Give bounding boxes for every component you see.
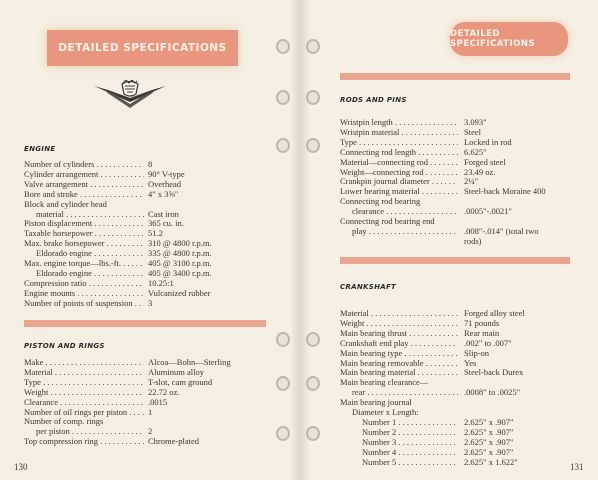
spec-label: Main bearing journal [340,398,412,408]
spec-row [340,378,585,388]
spec-value: .008"-.014" (total two [464,225,539,236]
spec-value: Steel [464,126,481,137]
spec-label: Weight—connecting rod . . . [340,168,458,178]
spec-value: 1 [148,406,153,417]
spec-value: Forged steel [464,156,506,167]
section-divider [340,257,570,264]
spec-row [340,329,585,339]
spec-value: Cast iron [148,208,179,219]
spec-value: 22.72 oz. [148,386,180,397]
spec-label: Valve arrangement . . . [24,180,144,190]
engine-heading: ENGINE [24,145,56,153]
spec-row [24,299,274,309]
spec-label: Lower bearing material . . . [340,187,458,197]
binder-hole-icon [306,138,320,153]
spec-label: Main bearing type . . . [340,349,458,359]
right-page [300,0,598,480]
spec-row [340,388,585,398]
spec-value: 2.625" x .907" [464,416,514,427]
spec-row [340,309,585,319]
spec-label: per piston . . . [24,427,144,437]
spec-value: Vulcanized rubber [148,287,211,298]
spec-row [340,438,585,448]
spec-value: Forged alloy steel [464,308,525,318]
spec-value: 71 pounds [464,317,500,328]
spec-row [24,408,274,418]
spec-value: 10.25:1 [148,277,174,288]
spec-label: Number of cylinders . . . [24,160,144,170]
spec-label: Max. brake horsepower . . . [24,239,144,249]
spec-label: Cylinder arrangement . . . [24,170,144,180]
spec-value: Alcoa—Bohn—Sterling [148,357,231,367]
spec-label: Number of oil rings per piston . . . [24,408,144,418]
spec-label: play . . . [340,227,458,237]
rods-heading: RODS AND PINS [340,96,407,104]
spec-label: Connecting rod bearing [340,197,421,207]
spec-row [340,197,585,207]
section-divider [24,320,266,327]
binder-hole-icon [276,90,290,105]
cadillac-crest-icon [92,80,168,112]
spec-label: Connecting rod length . . . [340,148,458,158]
spec-label: material . . . [24,210,144,220]
spec-label: Eldorado engine . . . [24,249,144,259]
spec-row [340,359,585,369]
spec-label: Number 4 . . . [340,448,458,458]
binder-hole-icon [276,332,290,347]
spec-value: Chrome-plated [148,436,199,447]
section-banner: DETAILED SPECIFICATIONS [47,30,238,66]
gutter-shadow [290,0,300,480]
spec-value: 335 @ 4800 r.p.m. [148,248,212,259]
spec-value: 8 [148,159,153,169]
spec-row [340,227,585,237]
spec-value: 51.2 [148,228,163,239]
spec-label: Bore and stroke . . . [24,190,144,200]
spec-label: Material—connecting rod . . . [340,158,458,168]
spec-row [340,177,585,187]
spec-row [340,428,585,438]
page-number: 131 [570,462,584,472]
spec-value: 4" x 3⅝" [148,188,179,199]
spec-value: .0008" to .0025" [464,387,521,398]
spec-value: 2¼" [464,176,479,187]
spec-label: Eldorado engine . . . [24,269,144,279]
spec-value: Steel-back Durex [464,367,524,378]
spec-label: rear . . . [340,388,458,398]
spec-label: Number 5 . . . [340,458,458,468]
spec-value: T-slot, cam ground [148,376,213,387]
spec-row [340,339,585,349]
spec-value: 6.625" [464,146,487,157]
spec-label: Number of points of suspension . . . [24,299,144,309]
spec-row [340,368,585,378]
spec-label: clearance . . . [340,207,458,217]
spec-value: 3.093" [464,117,487,127]
spec-row [340,398,585,408]
spec-row [340,418,585,428]
spec-row [340,118,585,128]
spec-label: Engine mounts . . . [24,289,144,299]
spec-label: Number 2 . . . [340,428,458,438]
spec-value: Steel-back Moraine 400 [464,186,546,197]
spec-row [24,190,274,200]
binder-hole-icon [306,39,320,54]
spec-label: Make . . . [24,358,144,368]
spec-value: 365 cu. in. [148,218,184,229]
spec-label: Main bearing material . . . [340,368,458,378]
spec-value: 90° V-type [148,168,185,179]
spec-label: Clearance . . . [24,398,144,408]
spec-value: 3 [148,297,153,308]
spec-label: Taxable horsepower . . . [24,229,144,239]
spec-value: Rear main [464,327,500,338]
spec-value: Locked in rod [464,136,512,147]
spec-label: Piston displacement . . . [24,219,144,229]
spec-value: 2 [148,426,153,437]
spec-label: Material . . . [24,368,144,378]
spec-value: rods) [464,235,482,246]
spec-value: 310 @ 4800 r.p.m. [148,238,212,249]
spec-value: .0015 [148,396,168,407]
binder-hole-icon [276,138,290,153]
piston-spec-table [24,358,274,447]
binder-hole-icon [306,376,320,391]
section-banner: DETAILED SPECIFICATIONS [450,22,568,56]
spec-value: Overhead [148,178,182,189]
spec-label: Type . . . [24,378,144,388]
spec-label: Wristpin material . . . [340,128,458,138]
spec-row [340,458,585,468]
spec-value: .002" to .007" [464,337,512,348]
spec-label: Connecting rod bearing end [340,217,435,227]
spec-label: Main bearing removable . . . [340,359,458,369]
spec-value: 2.625" x .907" [464,426,514,437]
spec-label: Crankshaft end play . . . [340,339,458,349]
spec-value: 405 @ 3400 r.p.m. [148,267,212,278]
spec-label: Top compression ring . . . [24,437,144,447]
spec-row [340,319,585,329]
spec-row [340,138,585,148]
spec-row [340,349,585,359]
spec-value: Yes [464,357,477,368]
spec-row [340,187,585,197]
spec-label: Block and cylinder head [24,199,107,209]
spec-row [340,148,585,158]
spec-label: Crankpin journal diameter . . . [340,177,458,187]
spec-row [340,217,585,227]
spec-label: Max. engine torque—lbs.-ft. . . . [24,259,144,269]
spec-value: .0005"-.0021" [464,206,513,217]
spec-value: 23.49 oz. [464,166,496,177]
spec-value: Slip-on [464,347,490,358]
spec-label: Compression ratio . . . [24,279,144,289]
crankshaft-spec-table [340,309,585,468]
spec-row [340,128,585,138]
spec-label: Weight . . . [340,319,458,329]
binder-hole-icon [276,426,290,441]
rods-spec-table [340,117,585,246]
spec-row [340,408,585,418]
spec-label: Number 1 . . . [340,418,458,428]
spec-label: Number of comp. rings [24,417,104,427]
spec-label: Material . . . [340,309,458,319]
spec-value: Aluminum alloy [148,366,204,377]
spec-label: Weight . . . [24,388,144,398]
spec-row [340,448,585,458]
engine-spec-table [24,160,274,309]
spec-value: 2.625" x .907" [464,446,514,457]
spec-label: Diameter x Length: [352,408,419,418]
spec-row [340,158,585,168]
binder-hole-icon [306,426,320,441]
spec-row [24,437,274,447]
spec-value: 2.625" x .907" [464,436,514,447]
binder-hole-icon [276,39,290,54]
page-number: 130 [14,462,28,472]
spec-label: Main bearing thrust . . . [340,329,458,339]
spec-value: 2.625" x 1.622" [464,456,518,467]
spec-value: 405 @ 3100 r.p.m. [148,258,212,269]
section-divider [340,73,570,80]
spec-label: Number 3 . . . [340,438,458,448]
spec-row [340,207,585,217]
binder-hole-icon [306,90,320,105]
piston-heading: PISTON AND RINGS [24,342,105,350]
binder-hole-icon [276,376,290,391]
spec-row [340,168,585,178]
spec-label: Main bearing clearance— [340,378,429,388]
crankshaft-heading: CRANKSHAFT [340,283,397,291]
gutter-shadow [300,0,310,480]
spec-label: Type . . . [340,138,458,148]
binder-hole-icon [306,332,320,347]
spec-label: Wristpin length . . . [340,118,458,128]
